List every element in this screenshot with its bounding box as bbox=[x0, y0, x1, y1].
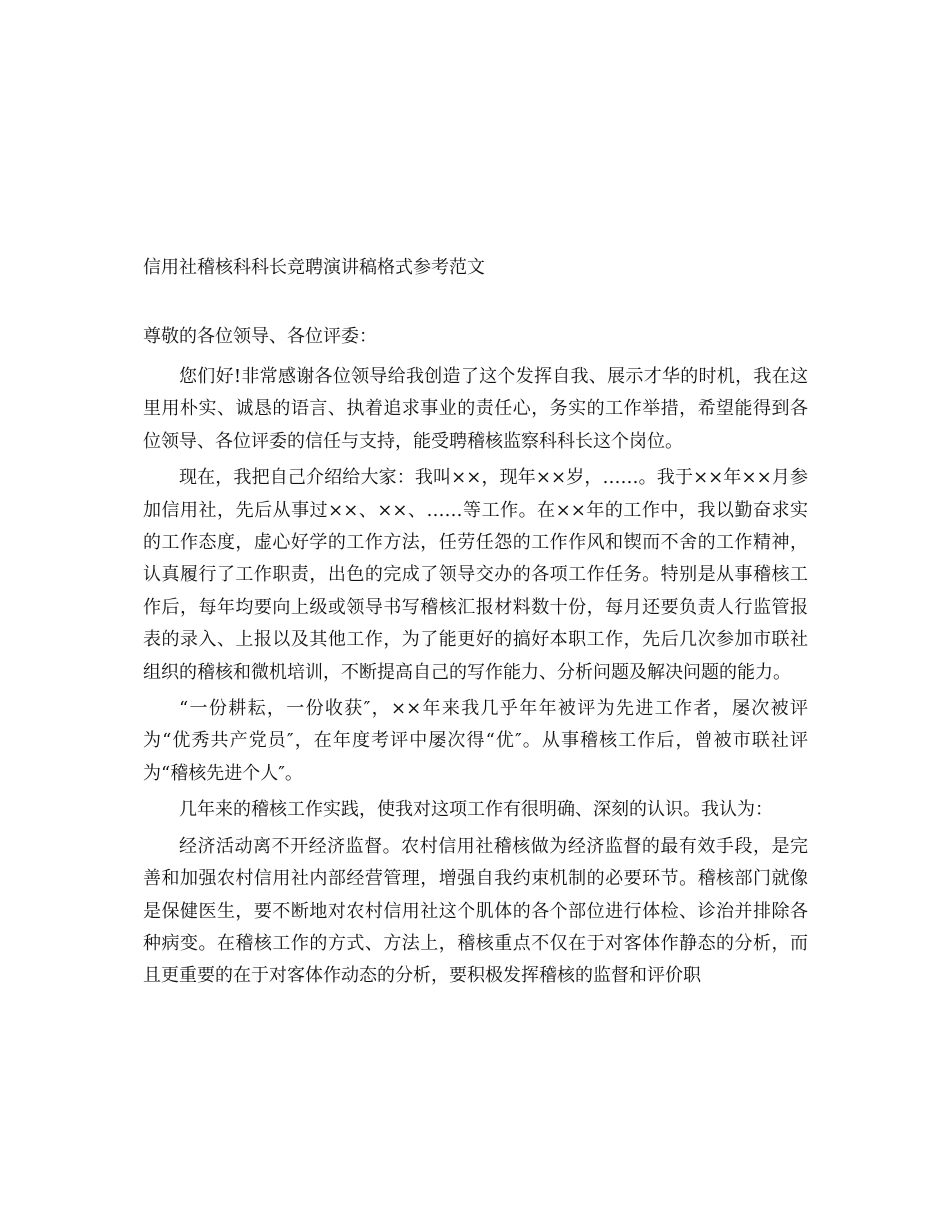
paragraph: 现在，我把自己介绍给大家：我叫××，现年××岁，……。我于××年××月参加信用社，先后从事过××、××、……等工作。在××年的工作中，我以勤奋求实的工作态度，虚心好学的工作方法，任劳任怨的工作作风和锲而不舍的工作精神，认真履行了工作职责，出色的完成了领导交办的各项工作任务。特别是从事稽核工作后，每年均要向上级或领导书写稽核汇报材料数十份，每月还要负责人行监管报表的录入、上报以及其他工作，为了能更好的搞好本职工作，先后几次参加市联社组织的稽核和微机培训，不断提高自己的写作能力、分析问题及解决问题的能力。 bbox=[143, 467, 808, 683]
document-title: 信用社稽核科科长竞聘演讲稿格式参考范文 bbox=[143, 257, 485, 278]
document-body bbox=[143, 361, 808, 997]
paragraph: 几年来的稽核工作实践，使我对这项工作有很明确、深刻的认识。我认为： bbox=[179, 799, 773, 821]
salutation: 尊敬的各位领导、各位评委： bbox=[143, 326, 377, 347]
paragraph: 您们好!非常感谢各位领导给我创造了这个发挥自我、展示才华的时机，我在这里用朴实、诚恳的语言、执着追求事业的责任心，务实的工作举措，希望能得到各位领导、各位评委的信任与支持，能受聘稽核监察科科长这个岗位。 bbox=[143, 366, 808, 452]
paragraph: 经济活动离不开经济监督。农村信用社稽核做为经济监督的最有效手段，是完善和加强农村信用社内部经营管理，增强自我约束机制的必要环节。稽核部门就像是保健医生，要不断地对农村信用社这个肌体的各个部位进行体检、诊治并排除各种病变。在稽核工作的方式、方法上，稽核重点不仅在于对客体作静态的分析，而且更重要的在于对客体作动态的分析，要积极发挥稽核的监督和评价职 bbox=[143, 835, 808, 987]
paragraph: “一份耕耘，一份收获″，××年来我几乎年年被评为先进工作者，屡次被评为“优秀共产党员″，在年度考评中屡次得“优″。从事稽核工作后，曾被市联社评为“稽核先进个人″。 bbox=[143, 698, 808, 784]
